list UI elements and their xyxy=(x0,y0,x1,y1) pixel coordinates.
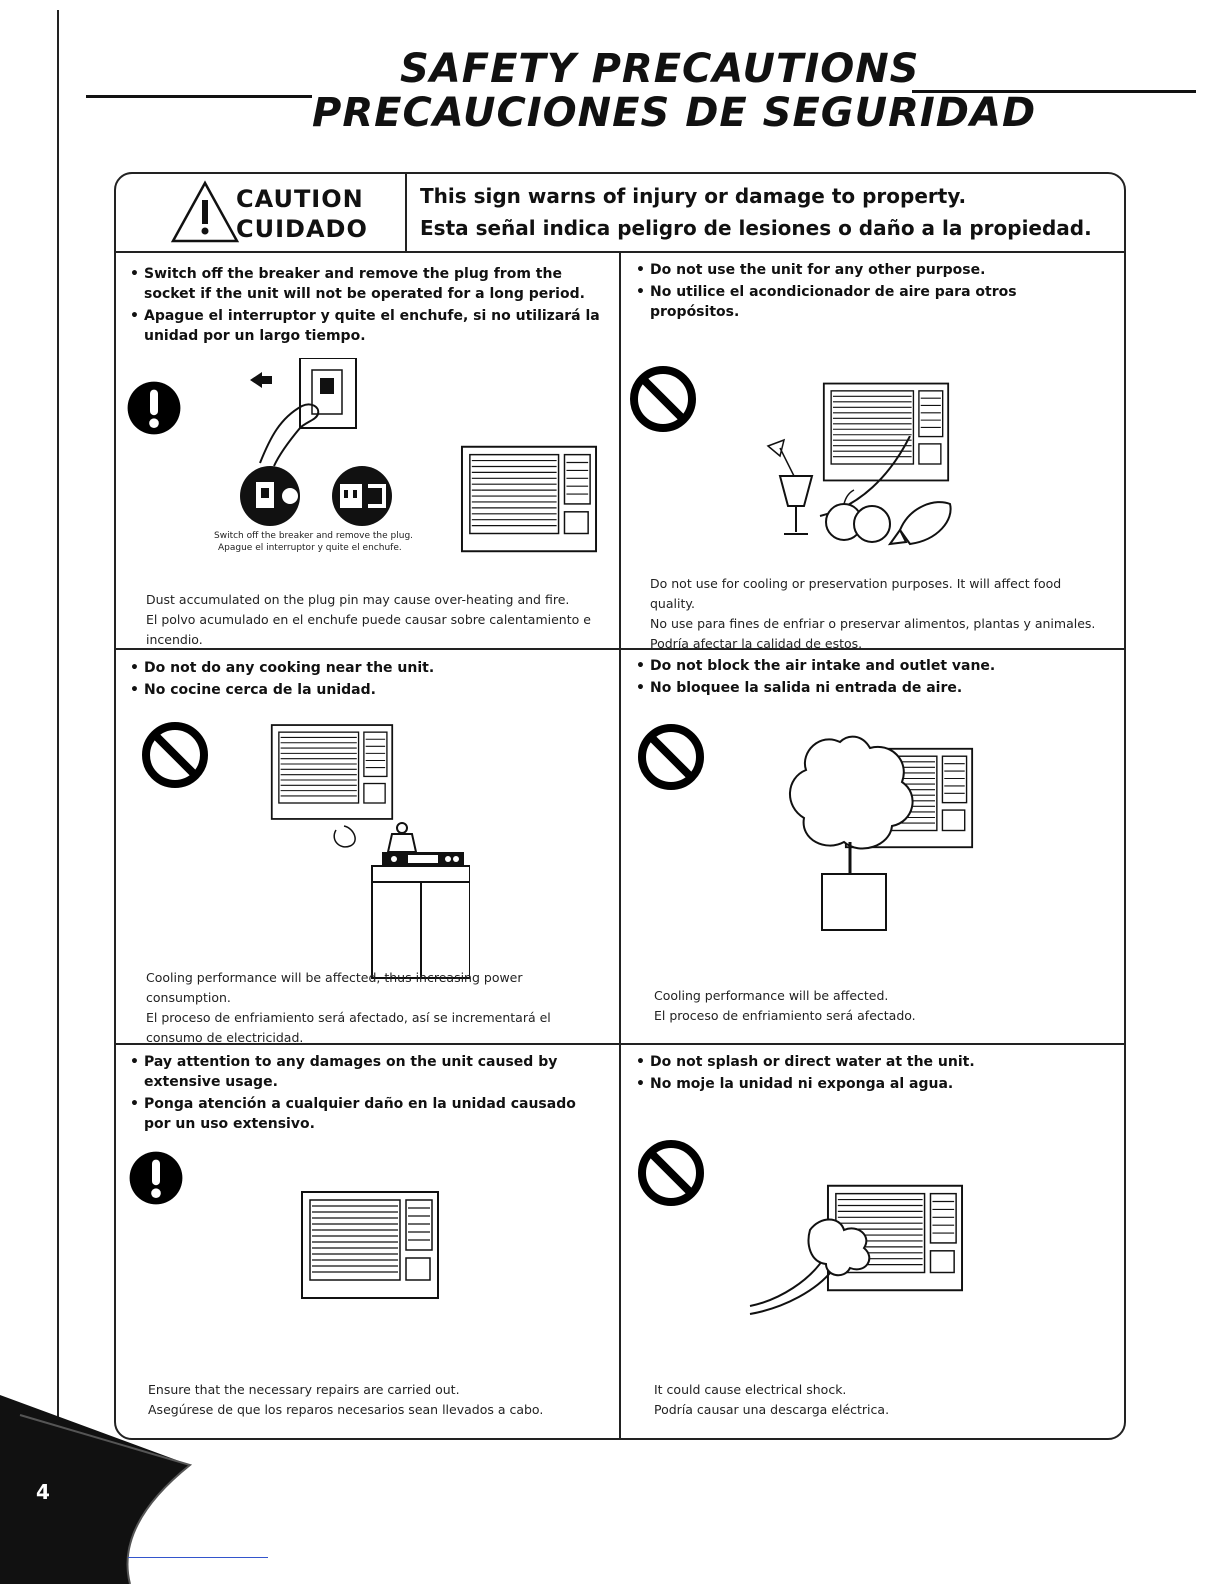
prohibition-icon xyxy=(636,722,706,792)
air-conditioner-illustration xyxy=(300,1182,440,1308)
page-corner-graphic xyxy=(0,1395,200,1584)
list-item: • Do not block the air intake and outlet vane. xyxy=(634,656,1104,676)
caution-desc-en: This sign warns of injury or damage to property. xyxy=(420,184,967,208)
cell-water-bullets xyxy=(634,1052,1104,1096)
list-item: • Ponga atención a cualquier daño en la unidad causado por un uso extensivo. xyxy=(128,1094,602,1134)
note-es: Asegúrese de que los reparos necesarios sean llevados a cabo. xyxy=(148,1402,544,1417)
note-es: No use para fines de enfriar o preservar alimentos, plantas y animales. Podría afectar la calidad de estos. xyxy=(650,616,1096,651)
cell-block-note xyxy=(654,986,1094,1026)
cell-breaker-note xyxy=(146,590,608,650)
cell-block-bullets xyxy=(634,656,1104,700)
note-en: Dust accumulated on the plug pin may cause over-heating and fire. xyxy=(146,592,570,607)
page-title xyxy=(0,40,1224,170)
note-en: Do not use for cooling or preservation purposes. It will affect food quality. xyxy=(650,576,1062,611)
bottom-rule xyxy=(128,1557,268,1558)
food-items-illustration xyxy=(760,436,956,552)
list-item: • Do not do any cooking near the unit. xyxy=(128,658,598,678)
note-en: Cooling performance will be affected. xyxy=(654,988,889,1003)
prohibition-icon xyxy=(636,1138,706,1208)
prohibition-icon xyxy=(140,720,210,790)
cell-purpose-note xyxy=(650,574,1106,654)
list-item: • Do not splash or direct water at the unit. xyxy=(634,1052,1104,1072)
note-en: Cooling performance will be affected, thus increasing power consumption. xyxy=(146,970,523,1005)
title-english: SAFETY PRECAUTIONS xyxy=(400,46,920,92)
cell-breaker-bullets xyxy=(128,264,608,348)
cell-purpose-bullets xyxy=(634,260,1104,324)
list-item: • Pay attention to any damages on the unit caused by extensive usage. xyxy=(128,1052,602,1092)
caution-divider xyxy=(405,172,407,252)
caution-label xyxy=(236,184,368,244)
cell-damage-note xyxy=(148,1380,598,1420)
note-es: El polvo acumulado en el enchufe puede causar sobre calentamiento e incendio. xyxy=(146,612,591,647)
caution-description xyxy=(420,180,1092,244)
page-number: 4 xyxy=(36,1480,50,1504)
cell-cooking-bullets xyxy=(128,658,598,702)
caution-label-en: CAUTION xyxy=(236,185,364,213)
breaker-caption-es: Apague el interruptor y quite el enchufe. xyxy=(218,543,402,553)
list-item: • No utilice el acondicionador de aire para otros propósitos. xyxy=(634,282,1104,322)
warning-triangle-icon xyxy=(170,180,240,244)
title-rule-left xyxy=(86,95,312,98)
title-spanish: PRECAUCIONES DE SEGURIDAD xyxy=(312,90,1037,136)
mandatory-icon xyxy=(126,380,182,436)
list-item: • No bloquee la salida ni entrada de aire. xyxy=(634,678,1104,698)
grid-column-divider xyxy=(619,252,621,1440)
air-conditioner-illustration xyxy=(460,444,598,554)
potted-plant-illustration xyxy=(770,722,930,934)
list-item: • Apague el interruptor y quite el enchufe, si no utilizará la unidad por un largo tiempo. xyxy=(128,306,608,346)
cell-damage-bullets xyxy=(128,1052,602,1136)
list-item: • Switch off the breaker and remove the plug from the socket if the unit will not be operated for a long period. xyxy=(128,264,608,304)
stove-cabinet-illustration xyxy=(330,820,470,980)
note-es: El proceso de enfriamiento será afectado, así se incrementará el consumo de electricidad. xyxy=(146,1010,551,1045)
note-es: El proceso de enfriamiento será afectado. xyxy=(654,1008,916,1023)
breaker-caption-en: Switch off the breaker and remove the plug. xyxy=(214,531,414,541)
air-conditioner-illustration xyxy=(270,722,394,822)
list-item: • Do not use the unit for any other purpose. xyxy=(634,260,1104,280)
breaker-caption xyxy=(214,530,434,554)
water-splash-illustration xyxy=(740,1210,890,1320)
caution-desc-es: Esta señal indica peligro de lesiones o daño a la propiedad. xyxy=(420,216,1092,240)
caution-label-es: CUIDADO xyxy=(236,215,368,243)
prohibition-icon xyxy=(628,364,698,434)
plug-icons-illustration xyxy=(240,462,400,530)
cell-cooking-note xyxy=(146,968,604,1048)
cell-water-note xyxy=(654,1380,1094,1420)
list-item: • No moje la unidad ni exponga al agua. xyxy=(634,1074,1104,1094)
list-item: • No cocine cerca de la unidad. xyxy=(128,680,598,700)
hand-switch-breaker-illustration xyxy=(240,358,370,468)
page-margin-rule xyxy=(57,10,59,1500)
note-en: Ensure that the necessary repairs are carried out. xyxy=(148,1382,460,1397)
note-en: It could cause electrical shock. xyxy=(654,1382,847,1397)
note-es: Podría causar una descarga eléctrica. xyxy=(654,1402,890,1417)
mandatory-icon xyxy=(128,1150,184,1206)
